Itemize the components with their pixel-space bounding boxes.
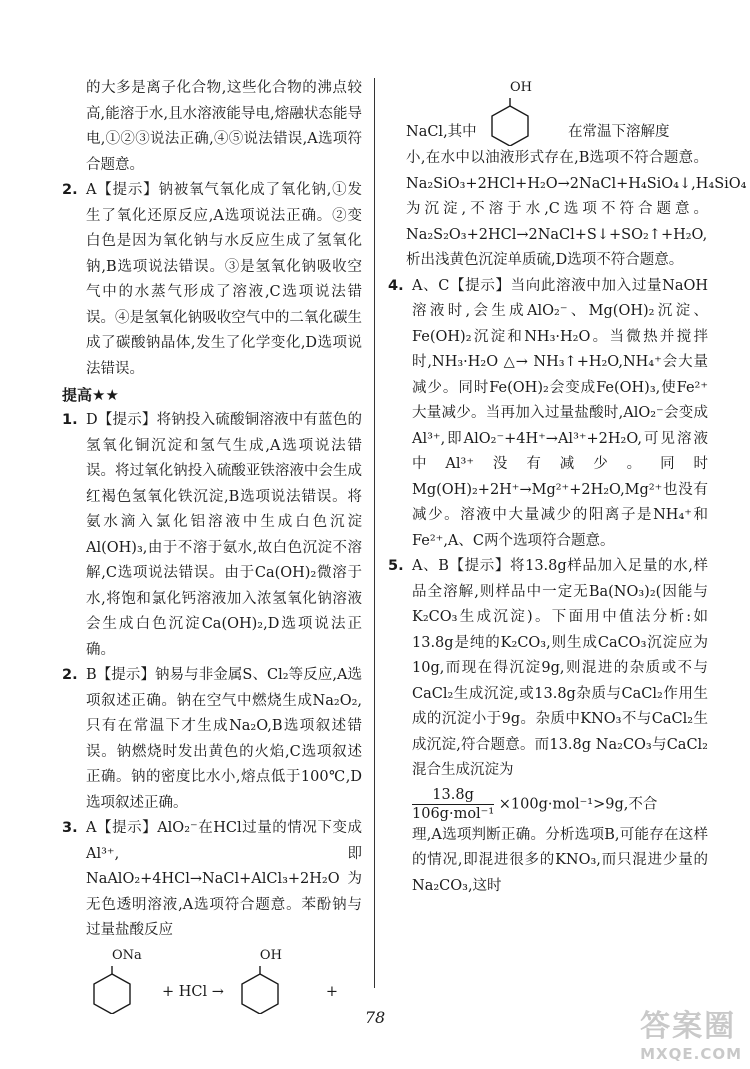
item-number: 1. [62,412,78,428]
fraction-numerator: 13.8g [412,786,494,805]
substituent-label: OH [510,80,532,95]
section-title: 提高★★ [62,386,119,404]
fraction-expression [412,786,708,823]
watermark-logo [640,1001,742,1063]
nacl-suffix: 在常温下溶解度 [568,124,670,140]
item-text: A、B【提示】将13.8g样品加入足量的水,样品全溶解,则样品中一定无Ba(NO₃)₂(因能与K₂CO₃生成沉淀)。下面用中值法分析:如13.8g是纯的K₂CO₃,则生成CaCO₃沉淀应为10g,而现在得沉淀9g,则混进的杂质或不与CaCl₂生成沉淀,或13.8g杂质与CaCl₂作用生成的沉淀小于9g。杂质中KNO₃不与CaCl₂生成沉淀,符合题意。而13.8g Na₂CO₃与CaCl₂混合生成沉淀为 [412,558,708,778]
answer-item-p1 [62,408,362,663]
left-column [62,76,362,1014]
item-text: B【提示】钠易与非金属S、Cl₂等反应,A选项叙述正确。钠在空气中燃烧生成Na₂O₂,只有在常温下才生成Na₂O,B选项叙述错误。钠燃烧时发出黄色的火焰,C选项叙述正确。钠的密度比水小,熔点低于100℃,D选项叙述正确。 [86,667,362,811]
phenol-structure [484,80,536,146]
item-number: 2. [62,667,78,683]
item-text-tail: 理,A选项判断正确。分析选项B,可能存在这样的情况,即混进很多的KNO₃,而只混进少量的Na₂CO₃,这时 [412,826,708,894]
continued-paragraph: 小,在水中以油液形式存在,B选项不符合题意。Na₂SiO₃+2HCl+H₂O→2NaCl+H₄SiO₄↓,H₄SiO₄为沉淀,不溶于水,C选项不符合题意。Na₂S₂O₃+2HCl→2NaCl+S↓+SO₂↑+H₂O,析出浅黄色沉淀单质硫,D选项不符合题意。 [406,150,747,268]
item-number: 5. [388,558,404,574]
answer-item-p2 [62,663,362,816]
phenol-line [388,76,708,146]
watermark-line2: MXQE.COM [640,1045,742,1063]
item-text: A【提示】AlO₂⁻在HCl过量的情况下变成Al³⁺,即NaAlO₂+4HCl→NaCl+AlCl₃+2H₂O为无色透明溶液,A选项符合题意。苯酚钠与过量盐酸反应 [86,820,362,938]
formula-operator: + [325,983,339,1000]
fraction-denominator: 106g·mol⁻¹ [412,805,495,822]
item-number: 2. [62,182,78,198]
item-number: 4. [388,277,404,294]
right-column [388,76,747,899]
formula-operator: + HCl → [162,983,224,1000]
column-divider [374,78,375,988]
substituent-label: OH [259,947,282,963]
nacl-prefix: NaCl,其中 [406,124,477,140]
item-number: 3. [62,820,78,836]
watermark-line1: 答案圈 [640,1009,737,1044]
item-text: D【提示】将钠投入硫酸铜溶液中有蓝色的氢氧化铜沉淀和氢气生成,A选项说法错误。将过氧化钠投入硫酸亚铁溶液中会生成红褐色氢氧化铁沉淀,B选项说法错误。将氨水滴入氯化铝溶液中生成白色沉淀Al(OH)₃,由于不溶于氨水,故白色沉淀不溶解,C选项说法错误。由于Ca(OH)₂微溶于水,将饱和氯化钙溶液加入浓氢氧化钠溶液会生成白色沉淀Ca(OH)₂,D选项说法正确。 [86,412,362,658]
item-text: A【提示】钠被氧气氧化成了氧化钠,①发生了氧化还原反应,A选项说法正确。②变白色是因为氧化钠与水反应生成了氢氧化钠,B选项说法错误。③是氢氧化钠吸收空气中的水蒸气形成了溶液,C选项说法错误。④是氢氧化钠吸收空气中的二氧化碳生成了碳酸钠晶体,发生了化学变化,D选项说法错误。 [86,182,362,377]
page-number: 78 [364,1008,386,1027]
fraction [412,786,494,823]
fraction-tail: ×100g·mol⁻¹>9g,不合 [498,796,658,812]
continued-paragraph: 的大多是离子化合物,这些化合物的沸点较高,能溶于水,且水溶液能导电,熔融状态能导电,①②③说法正确,④⑤说法错误,A选项符合题意。 [86,80,362,173]
reaction-formula [62,944,362,1014]
answer-item-2 [62,178,362,382]
sodium-phenoxide-structure [86,947,142,1014]
answer-item-4 [388,274,708,555]
substituent-label: ONa [112,947,142,963]
answer-item-5 [388,554,708,899]
phenol-structure [234,947,286,1014]
answer-item-p3 [62,816,362,944]
item-text: A、C【提示】当向此溶液中加入过量NaOH溶液时,会生成AlO₂⁻、Mg(OH)₂沉淀、Fe(OH)₂沉淀和NH₃·H₂O。当微热并搅拌时,NH₃·H₂O △→ NH₃↑+H₂O,NH₄⁺会大量减少。同时Fe(OH)₂会变成Fe(OH)₃,使Fe²⁺大量减少。当再加入过量盐酸时,AlO₂⁻会变成Al³⁺,即AlO₂⁻+4H⁺→Al³⁺+2H₂O,可见溶液中Al³⁺没有减少。同时Mg(OH)₂+2H⁺→Mg²⁺+2H₂O,Mg²⁺也没有减少。溶液中大量减少的阳离子是NH₄⁺和Fe²⁺,A、C两个选项符合题意。 [412,277,708,549]
